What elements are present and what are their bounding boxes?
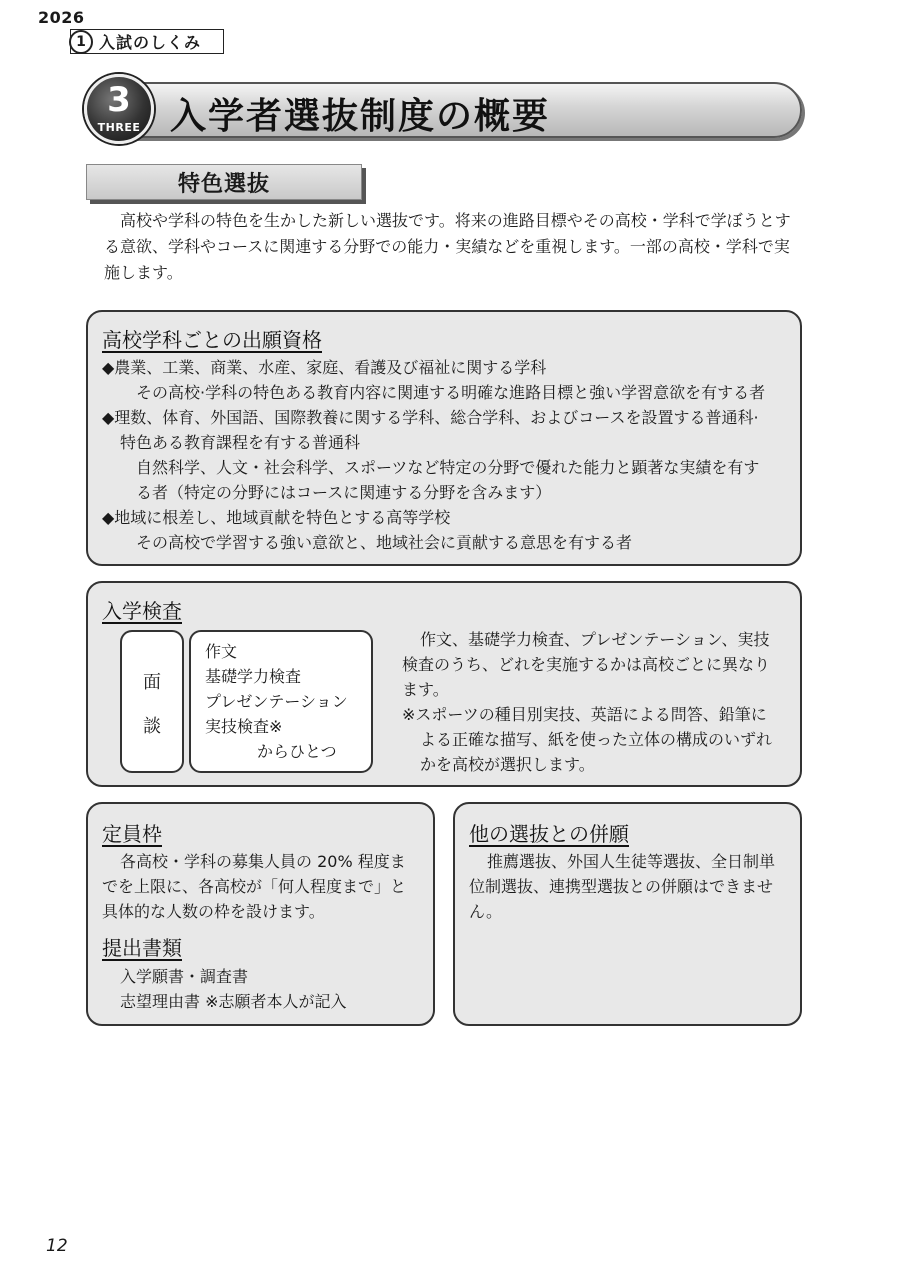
qualification-line: 特色ある教育課程を有する普通科 — [120, 433, 361, 452]
intro-text: 高校や学科の特色を生かした新しい選抜です。将来の進路目標やその高校・学科で学ぼうとする意欲、学科やコースに関連する分野での能力・実績などを重視します。一部の高校・学科で実施します。 — [104, 211, 791, 282]
quota-box — [86, 802, 435, 1026]
qualification-line: ◆地域に根差し、地域貢献を特色とする高等学校 — [102, 508, 451, 527]
exam-box — [86, 581, 802, 787]
year-label: 2026 — [38, 8, 85, 27]
chapter-number: 1 — [69, 30, 93, 54]
documents-line: 入学願書・調査書 — [120, 967, 249, 986]
qualification-title: 高校学科ごとの出願資格 — [102, 328, 322, 352]
qualification-box — [86, 310, 802, 566]
qualification-line: る者（特定の分野にはコースに関連する分野を含みます） — [136, 483, 552, 502]
concurrent-application-box — [453, 802, 802, 1026]
qualification-line: 自然科学、人文・社会科学、スポーツなど特定の分野で優れた能力と顕著な実績を有す — [136, 458, 760, 477]
exam-option: 作文 — [205, 642, 238, 661]
exam-note-line: かを高校が選択します。 — [420, 755, 595, 774]
quota-line: 各高校・学科の募集人員の 20% 程度ま — [120, 852, 406, 871]
subsection-tab — [86, 164, 362, 200]
section-badge — [84, 74, 154, 144]
qualification-line: ◆農業、工業、商業、水産、家庭、看護及び福祉に関する学科 — [102, 358, 547, 377]
interview-char: 談 — [143, 716, 161, 737]
exam-title: 入学検査 — [102, 599, 182, 623]
concurrent-application-title: 他の選抜との併願 — [469, 822, 629, 846]
exam-options-suffix: からひとつ — [257, 742, 337, 761]
exam-options-cell — [189, 630, 373, 773]
concurrent-application-line: ん。 — [469, 902, 502, 921]
interview-char: 面 — [143, 672, 161, 693]
quota-line: でを上限に、各高校が「何人程度まで」と — [102, 877, 407, 896]
exam-note-line: よる正確な描写、紙を使った立体の構成のいずれ — [420, 730, 773, 749]
documents-line: 志望理由書 ※志願者本人が記入 — [120, 992, 347, 1011]
chapter-label: 入試のしくみ — [99, 33, 202, 52]
qualification-line: その高校で学習する強い意欲と、地域社会に貢献する意思を有する者 — [136, 533, 633, 552]
page-number: 12 — [46, 1236, 68, 1256]
intro-paragraph — [104, 208, 804, 286]
exam-option: 基礎学力検査 — [205, 667, 302, 686]
qualification-line: その高校·学科の特色ある教育内容に関連する明確な進路目標と強い学習意欲を有する者 — [136, 383, 766, 402]
exam-desc-line: ます。 — [402, 680, 449, 699]
section-number: 3 — [107, 80, 131, 120]
interview-cell — [120, 630, 184, 773]
chapter-heading — [70, 29, 224, 54]
section-number-word: THREE — [97, 121, 141, 134]
exam-note-line: ※スポーツの種目別実技、英語による問答、鉛筆に — [402, 705, 767, 724]
quota-title: 定員枠 — [102, 822, 162, 846]
exam-desc-line: 作文、基礎学力検査、プレゼンテーション、実技 — [420, 630, 770, 649]
quota-line: 具体的な人数の枠を設けます。 — [102, 902, 325, 921]
qualification-line: ◆理数、体育、外国語、国際教養に関する学科、総合学科、およびコースを設置する普通科· — [102, 408, 759, 427]
exam-desc-line: 検査のうち、どれを実施するかは高校ごとに異なり — [402, 655, 771, 674]
documents-title: 提出書類 — [102, 936, 182, 960]
concurrent-application-line: 推薦選抜、外国人生徒等選抜、全日制単 — [487, 852, 776, 871]
exam-option: 実技検査※ — [205, 717, 283, 736]
exam-option: プレゼンテーション — [205, 692, 348, 711]
concurrent-application-line: 位制選抜、連携型選抜との併願はできませ — [469, 877, 774, 896]
subsection-title: 特色選抜 — [177, 171, 270, 197]
page-title: 入学者選抜制度の概要 — [170, 96, 551, 137]
